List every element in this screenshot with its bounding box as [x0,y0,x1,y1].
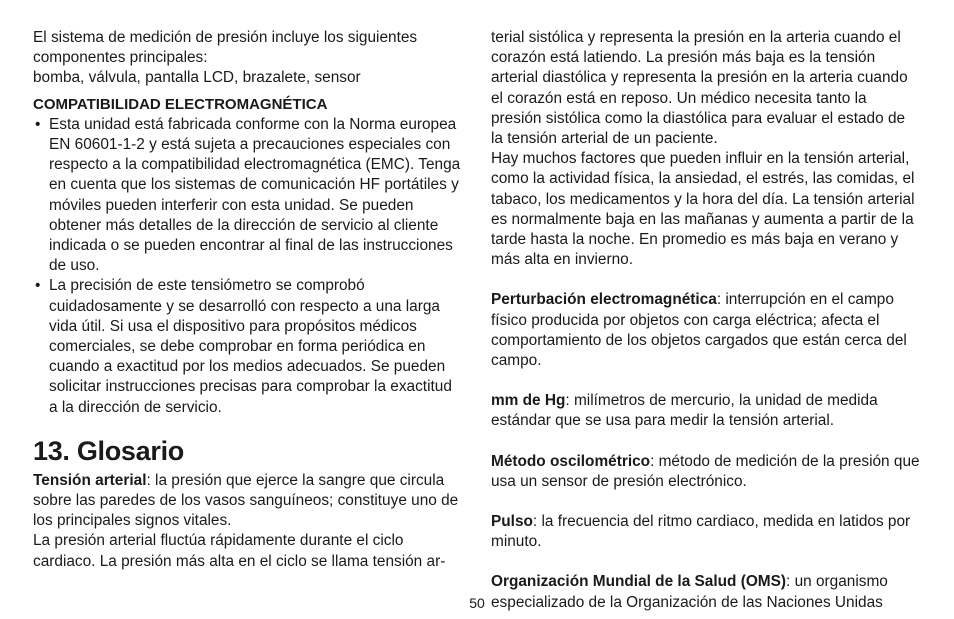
glossary-definition: : un organismo especializado de la Organización de las Naciones Unidas [491,573,888,611]
bullet-text: Esta unidad está fabricada conforme con la Norma europea EN 60601-1-2 y está sujeta a precauciones especiales con respecto a la compatibilidad electromagnética (EMC). Tenga en cuenta que los sistemas de comunicación HF portátiles y móviles pueden interferir con esta unidad. Se pueden obtener más detalles de la dirección de servicio al cliente indicada o se pueden encontrar al final de las instrucciones de uso. [49,115,461,275]
bullet-item [33,115,463,277]
glossary-term: Pulso [491,513,533,531]
emc-heading: COMPATIBILIDAD ELECTROMAGNÉTICA [33,95,328,113]
glossary-definition: : la frecuencia del ritmo cardiaco, medida en latidos por minuto. [491,513,911,551]
bullet-item [33,276,463,417]
glossary-term: mm de Hg [491,392,566,410]
glossary-term: Método oscilométrico [491,452,651,470]
section-title: 13. Glosario [33,435,184,466]
emc-bullet-list [33,115,463,418]
glossary-entry [491,391,921,431]
glossary-term: Tensión arterial [33,471,147,489]
glossary-term: Perturbación electromagnética [491,291,717,309]
bullet-text: La precisión de este tensiómetro se comprobó cuidadosamente y se desarrolló con respecto a una larga vida útil. Si usa el dispositivo para propósitos médicos comerciales, se debe comprobar en forma periódica en cuando a exactitud por los medios adecuados. Se pueden solicitar instrucciones precisas para comprobar la exactitud a la dirección de servicio. [49,277,452,416]
page-number: 50 [469,595,485,611]
bullet-marker: • [35,115,41,133]
glossary-continuation: terial sistólica y representa la presión en la arteria cuando el corazón está latiendo. La presión más baja es la tensión arterial diastólica y representa la presión en la arteria cuando el corazón está en reposo. Un médico necesita tanto la presión sistólica como la diastólica para evaluar el estado de la tensión arterial de un paciente. [491,29,908,148]
glossary-definition: : milímetros de mercurio, la unidad de medida estándar que se usa para medir la tensión arterial. [491,392,878,430]
glossary-entry [491,452,921,492]
intro-paragraph: El sistema de medición de presión incluye los siguientes componentes principales: [33,29,418,67]
glossary-definition: : la presión que ejerce la sangre que circula sobre las paredes de los vasos sanguíneos; constituye uno de los principales signos vitales. [33,471,459,530]
bullet-marker: • [35,277,41,295]
glossary-entry [491,512,921,552]
right-column [491,28,921,613]
component-list: bomba, válvula, pantalla LCD, brazalete, sensor [33,69,361,87]
glossary-term: Organización Mundial de la Salud (OMS) [491,573,787,591]
glossary-continuation: La presión arterial fluctúa rápidamente durante el ciclo cardiaco. La presión más alta en el ciclo se llama tensión ar- [33,532,446,570]
left-column [33,28,463,572]
glossary-entry [491,290,921,371]
glossary-definition: : interrupción en el campo físico producida por objetos con carga eléctrica; afecta el comportamiento de los objetos cargados que están cerca del campo. [491,291,907,370]
glossary-continuation: Hay muchos factores que pueden influir en la tensión arterial, como la actividad física, la ansiedad, el estrés, las comidas, el tabaco, los medicamentos y la hora del día. La tensión arterial es normalmente baja en las mañanas y aumenta a partir de la tarde hasta la noche. En promedio es más baja en verano y más alta en invierno. [491,150,915,269]
glossary-entry [33,471,463,532]
glossary-definition: : método de medición de la presión que usa un sensor de presión electrónico. [491,452,920,490]
